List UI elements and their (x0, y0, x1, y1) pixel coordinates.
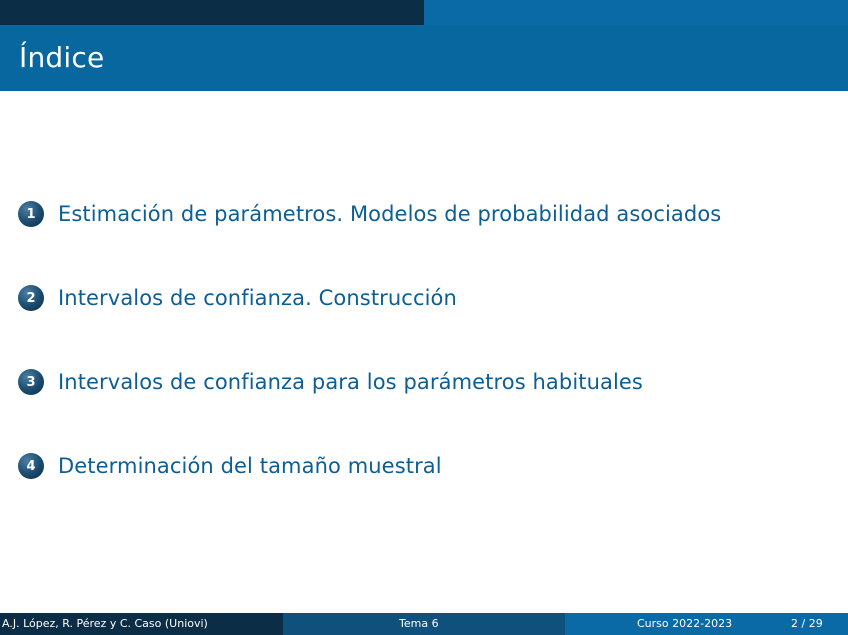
toc-item-3[interactable] (18, 367, 643, 397)
toc-item-label[interactable]: Determinación del tamaño muestral (58, 454, 442, 478)
toc-item-2[interactable] (18, 283, 457, 313)
toc-item-label[interactable]: Estimación de parámetros. Modelos de probabilidad asociados (58, 202, 722, 226)
page-title: Índice (19, 41, 105, 74)
toc-item-4[interactable] (18, 451, 442, 481)
footline (0, 613, 848, 635)
footer-authors: A.J. López, R. Pérez y C. Caso (Uniovi) (2, 617, 208, 630)
toc-item-label[interactable]: Intervalos de confianza para los parámetros habituales (58, 370, 643, 394)
toc-number-ball: 4 (18, 453, 44, 479)
toc-item-label[interactable]: Intervalos de confianza. Construcción (58, 286, 457, 310)
toc-number-ball: 2 (18, 285, 44, 311)
footer-page-number: 2 / 29 (791, 617, 823, 630)
footer-topic: Tema 6 (399, 617, 439, 630)
footer-course-panel (565, 613, 848, 635)
footer-course: Curso 2022-2023 (637, 617, 733, 630)
footer-topic-panel (283, 613, 565, 635)
toc-number-ball: 1 (18, 201, 44, 227)
toc-item-1[interactable] (18, 199, 721, 229)
footer-authors-panel (0, 613, 283, 635)
toc-number-ball: 3 (18, 369, 44, 395)
